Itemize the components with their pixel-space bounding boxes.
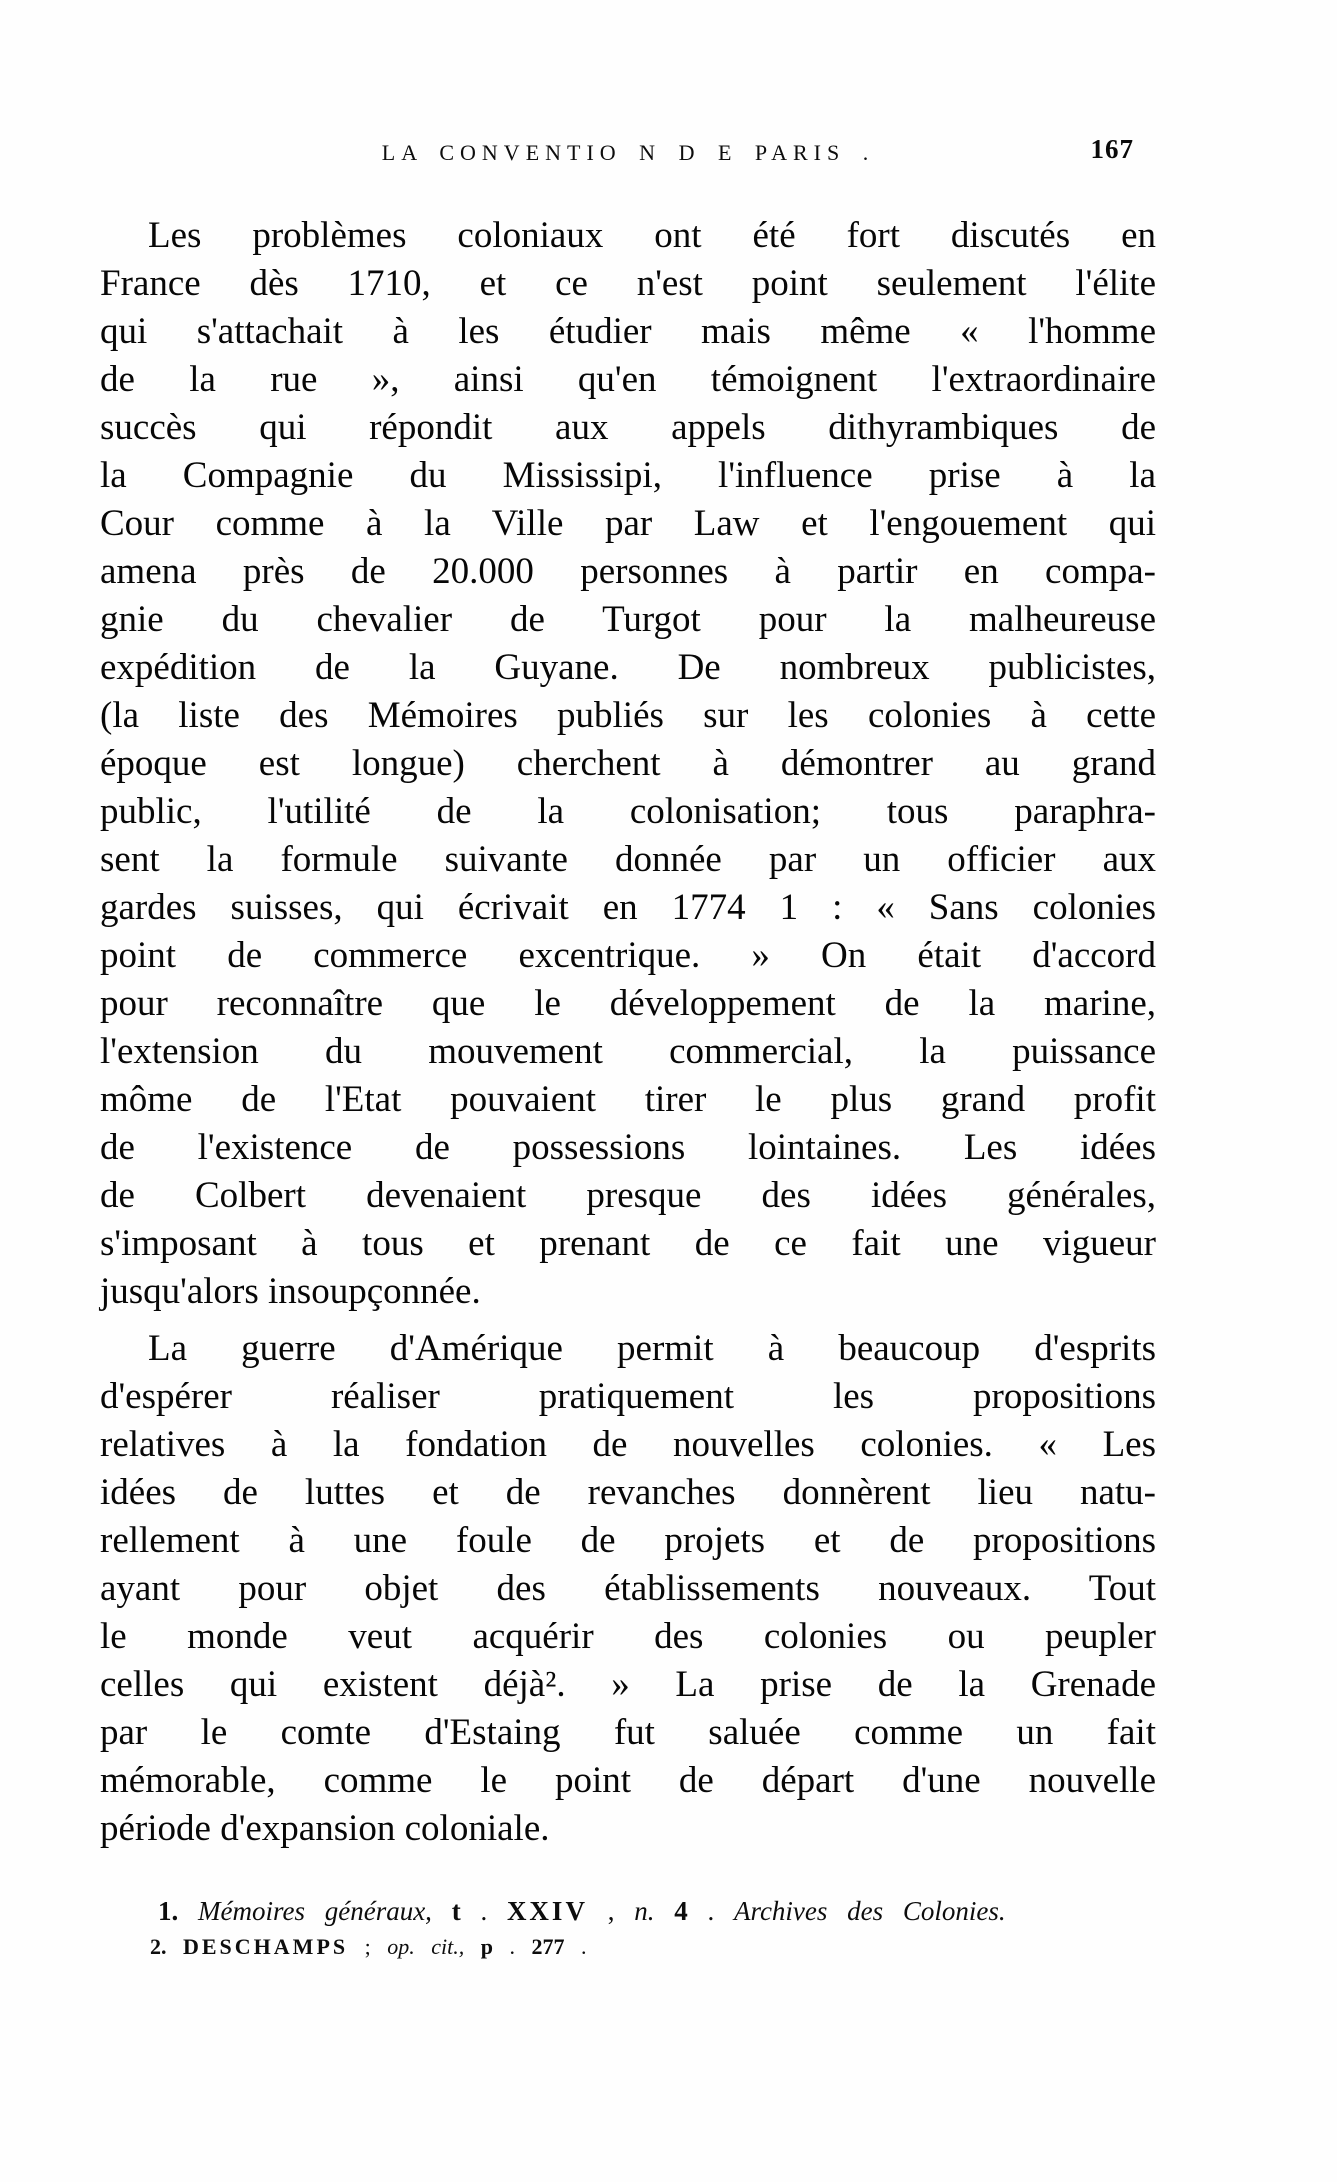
footnote-segment: . [687, 1896, 734, 1926]
text-line: idées de luttes et de revanches donnèrent lieu natu- [100, 1472, 1156, 1513]
footnote-segment [654, 1896, 674, 1926]
text-line: môme de l'Etat pouvaient tirer le plus grand profit [100, 1079, 1156, 1120]
footnote-segment: p [480, 1934, 493, 1959]
text-line: d'espérer réaliser pratiquement les propositions [100, 1376, 1156, 1417]
footnote-segment: 2. [150, 1934, 183, 1959]
footnote-segment [432, 1896, 452, 1926]
footnote-segment: . [493, 1934, 532, 1959]
text-line: amena près de 20.000 personnes à partir en compa- [100, 551, 1156, 592]
text-line: relatives à la fondation de nouvelles colonies. « Les [100, 1424, 1156, 1465]
text-line: le monde veut acquérir des colonies ou peupler [100, 1616, 1156, 1657]
text-line: ayant pour objet des établissements nouveaux. Tout [100, 1568, 1156, 1609]
footnote [100, 1932, 1156, 1962]
text-line: jusqu'alors insoupçonnée. [100, 1271, 481, 1312]
text-line: La guerre d'Amérique permit à beaucoup d'esprits [148, 1328, 1156, 1369]
footnote-segment: t [451, 1896, 461, 1926]
text-line: (la liste des Mémoires publiés sur les colonies à cette [100, 695, 1156, 736]
text-line: de l'existence de possessions lointaines. Les idées [100, 1127, 1156, 1168]
text-line: mémorable, comme le point de départ d'une nouvelle [100, 1760, 1156, 1801]
text-line: la Compagnie du Mississipi, l'influence prise à la [100, 455, 1156, 496]
text-line: gardes suisses, qui écrivait en 1774 1 : « Sans colonies [100, 887, 1156, 928]
text-line: période d'expansion coloniale. [100, 1808, 550, 1849]
text-line: succès qui répondit aux appels dithyrambiques de [100, 407, 1156, 448]
text-line: point de commerce excentrique. » On était d'accord [100, 935, 1156, 976]
text-line: de Colbert devenaient presque des idées générales, [100, 1175, 1156, 1216]
footnote-segment: . [564, 1934, 587, 1959]
running-title: LA CONVENTIO N D E PARIS . [381, 140, 875, 165]
text-line: qui s'attachait à les étudier mais même « l'homme [100, 311, 1156, 352]
footnote-segment: Mémoires généraux, [198, 1896, 432, 1926]
footnote [100, 1894, 1156, 1928]
text-line: sent la formule suivante donnée par un officier aux [100, 839, 1156, 880]
page-number: 167 [1090, 134, 1134, 164]
text-line: France dès 1710, et ce n'est point seulement l'élite [100, 263, 1156, 304]
footnote-segment: 277 [531, 1934, 565, 1959]
page-header [100, 136, 1156, 176]
text-line: l'extension du mouvement commercial, la puissance [100, 1031, 1156, 1072]
text-line: rellement à une foule de projets et de propositions [100, 1520, 1156, 1561]
footnote-segment: XXIV [506, 1896, 588, 1926]
paragraph [100, 1325, 1156, 1853]
text-line: pour reconnaître que le développement de la marine, [100, 983, 1156, 1024]
text-line: celles qui existent déjà². » La prise de la Grenade [100, 1664, 1156, 1705]
footnote-segment: . [460, 1896, 507, 1926]
text-line: gnie du chevalier de Turgot pour la malheureuse [100, 599, 1156, 640]
text-line: Les problèmes coloniaux ont été fort discutés en [148, 215, 1156, 256]
body-text [100, 212, 1156, 1853]
footnote-segment: 1. [158, 1896, 198, 1926]
footnote-segment: n. [634, 1896, 655, 1926]
text-line: époque est longue) cherchent à démontrer au grand [100, 743, 1156, 784]
footnote-segment: DESCHAMPS [183, 1934, 349, 1959]
text-line: de la rue », ainsi qu'en témoignent l'extraordinaire [100, 359, 1156, 400]
text-line: expédition de la Guyane. De nombreux publicistes, [100, 647, 1156, 688]
footnote-segment [464, 1934, 481, 1959]
paragraph [100, 212, 1156, 1316]
footnote-segment: Archives des Colonies. [733, 1896, 1006, 1926]
footnote-segment: 4 [674, 1896, 688, 1926]
footnote-segment: op. cit., [387, 1934, 465, 1959]
footnote-segment: , [587, 1896, 635, 1926]
footnote-segment: ; [348, 1934, 388, 1959]
text-line: Cour comme à la Ville par Law et l'engouement qui [100, 503, 1156, 544]
text-line: s'imposant à tous et prenant de ce fait une vigueur [100, 1223, 1156, 1264]
footnotes [100, 1894, 1156, 1962]
text-line: public, l'utilité de la colonisation; tous paraphra- [100, 791, 1156, 832]
text-line: par le comte d'Estaing fut saluée comme un fait [100, 1712, 1156, 1753]
